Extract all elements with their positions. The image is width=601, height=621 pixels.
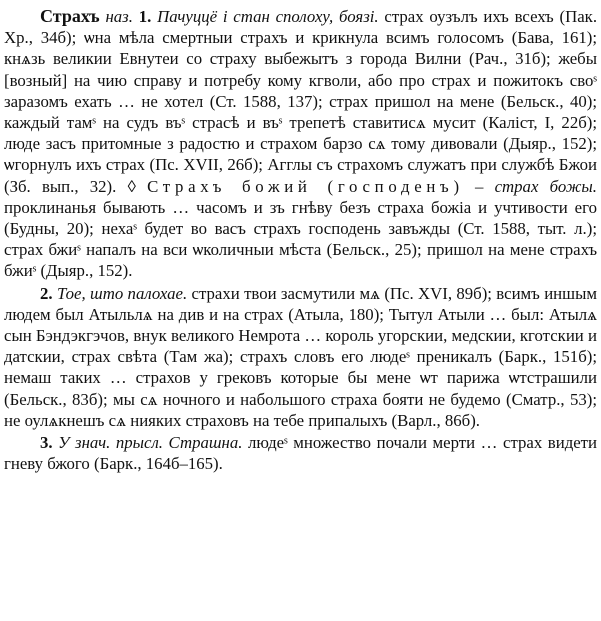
sense-number: 1. <box>138 7 152 26</box>
sense-1-paragraph <box>4 6 597 282</box>
part-of-speech: наз. <box>105 7 133 26</box>
phrase-gloss: страх божы. <box>494 176 597 196</box>
phrase-dash: – <box>463 176 495 196</box>
sense-gloss: Тое, што палохае. <box>56 283 188 303</box>
sense-gloss: Пачуццё і стан сполоху, боязі. <box>157 7 379 26</box>
headword: Страхъ <box>40 6 100 26</box>
set-phrase: Страхъ божий (господенъ) <box>147 176 464 196</box>
citations: страхи твои засмутили мѧ (Пс. XVI, 89б); всимъ иншым людем был Атыльлѧ на див и на страх (Атыла, 180); Тытул Атыли … был: Атылѧ сын Бэндэкгэчов, внук великого Немрота … король угорскии, медскии, кготскии и датскии, страх свѣта (Там жа); страхъ словъ его людеˢ преникалъ (Барк., 151б); немаш таких … страхов у грековъ которые бы мене ѡт парижа ѡтстрашили (Бельск., 83б); мы сѧ ночного и набольшого страха бояти не будемо (Сматр., 53); не оулѧкнешъ сѧ нияких страховъ на тебе припалыхъ (Варл., 86б). <box>4 283 597 430</box>
citations: страх оузълъ ихъ всехъ (Пак. Хр., 34б); ѡна мѣла смертныи страхъ и крикнула всимъ голосомъ (Бава, 161); кнѧзь великии Евнутеи со страху выбежытъ з города Вилни (Рач., 31б); жебы [возный] на чию справу и потребу кому кгволи, або про страх и пожитокъ своˢ заразомъ ехать … не хотел (Ст. 1588, 137); страх пришол на мене (Бельск., 40); каждый тамˢ на судъ въˢ страсѣ и въˢ трепетѣ ставитисѧ мусит (Каліст, I, 22б); люде засъ притомные з радостю и страхом барзо сѧ тому дивовали (Дыяр., 152); ѡгорнулъ ихъ страх (Пс. XVII, 26б); Агглы съ страхомъ служатъ при службѣ Бжои (Зб. вып., 32). ◊ <box>4 7 598 196</box>
sense-2-paragraph <box>4 283 597 431</box>
sense-number: 3. <box>40 433 53 453</box>
sense-number: 2. <box>40 283 53 303</box>
citations: людеˢ множество почали мерти … страх видети гневу бжого (Барк., 164б–165). <box>4 433 597 474</box>
phrase-citations: проклинанья бывають … часомъ и зъ гнѣву безъ страха божiа и учтивости его (Будны, 20); нехаˢ будет во васъ страхъ господень завъжды (Ст. 1588, тыт. л.); страх бжиˢ напалъ на вси ѡколичныи мѣста (Бельск., 25); пришол на мене страхъ бжиˢ (Дыяр., 152). <box>4 197 597 281</box>
sense-3-paragraph <box>4 432 597 474</box>
sense-gloss: У знач. прысл. Страшна. <box>58 433 243 453</box>
